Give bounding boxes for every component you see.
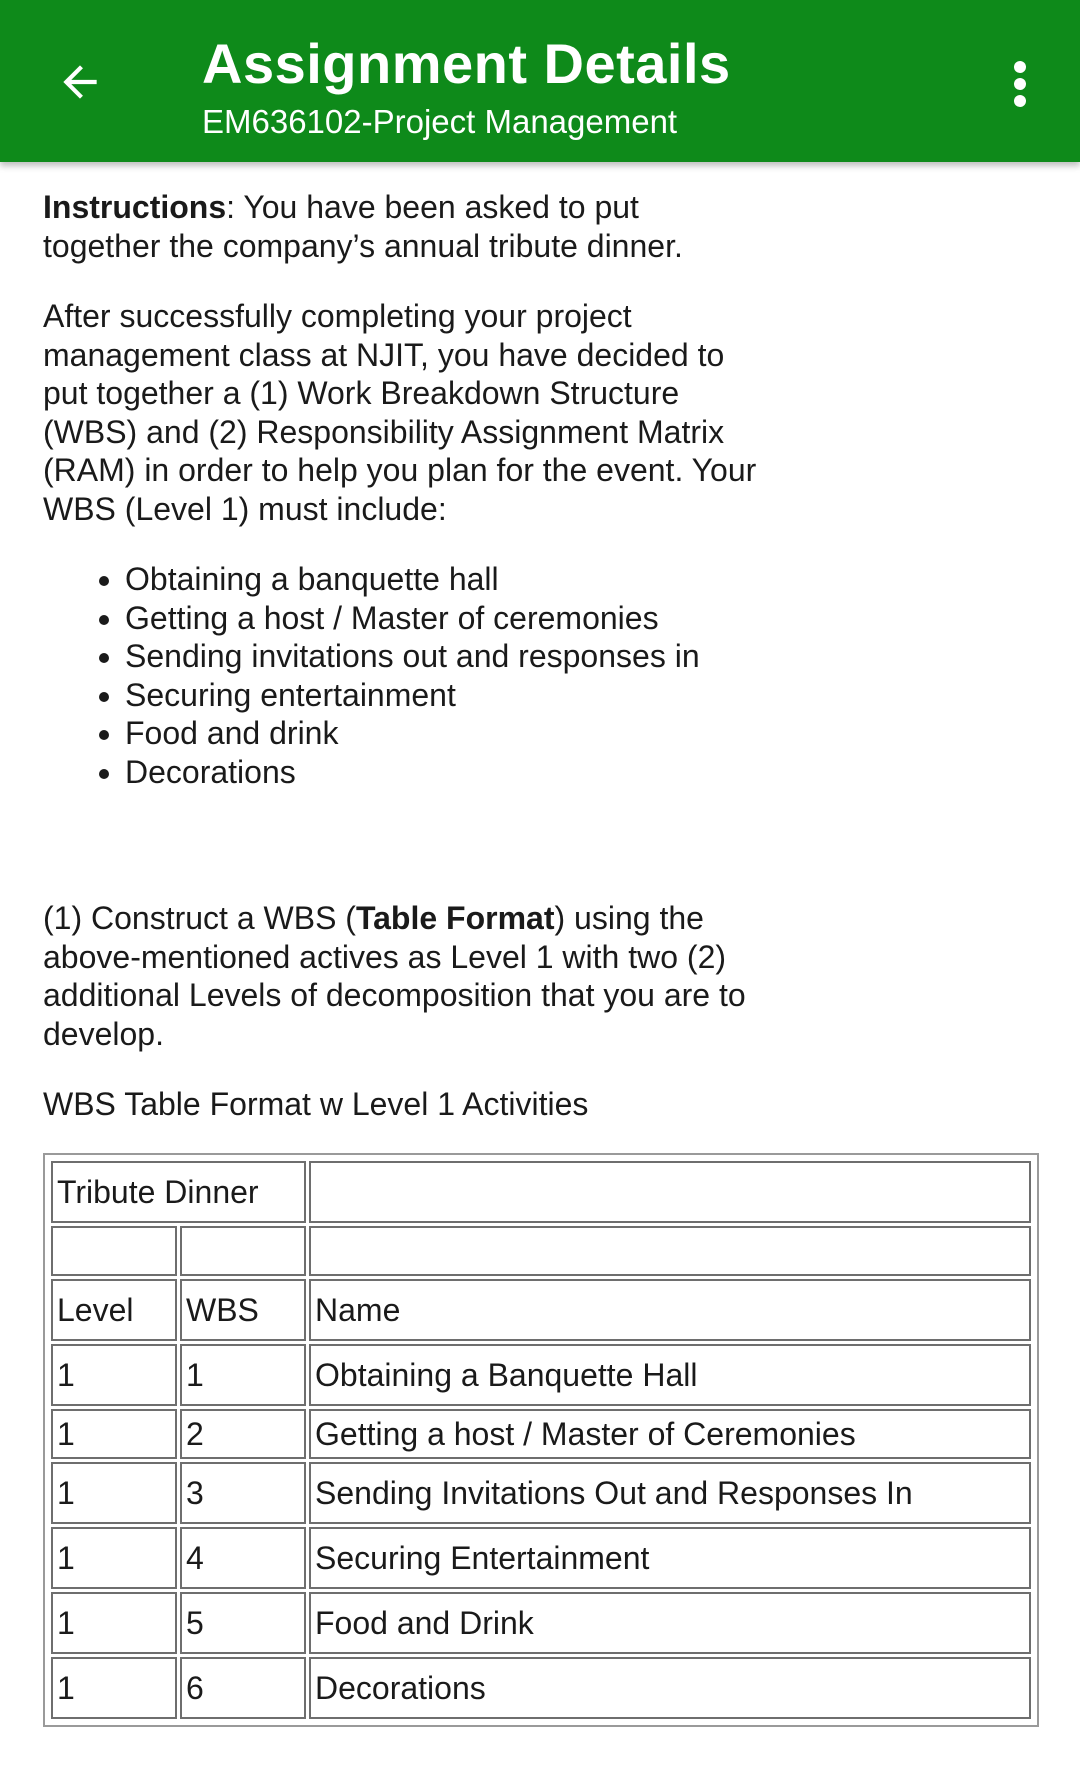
- course-subtitle: EM636102-Project Management: [202, 103, 678, 140]
- cell-level: 1: [51, 1344, 177, 1406]
- more-vertical-icon: [1012, 59, 1028, 109]
- instructions-text: : You have been asked to put together the company’s annual tribute dinner.: [43, 189, 683, 264]
- cell-name: Securing Entertainment: [309, 1527, 1031, 1589]
- cell-wbs: 1: [180, 1344, 306, 1406]
- table-row: [51, 1657, 1031, 1719]
- list-item: Food and drink: [125, 714, 1043, 753]
- cell-level: 1: [51, 1657, 177, 1719]
- task-prefix: (1) Construct a WBS (: [43, 900, 356, 936]
- cell-level: 1: [51, 1409, 177, 1459]
- instructions-label: Instructions: [43, 189, 227, 225]
- table-header-row: [51, 1279, 1031, 1341]
- table-cell: [51, 1226, 177, 1276]
- table-row: [51, 1344, 1031, 1406]
- list-item: Securing entertainment: [125, 676, 1043, 715]
- table-row: [51, 1592, 1031, 1654]
- level1-bullet-list: [43, 560, 1043, 791]
- list-item: Getting a host / Master of ceremonies: [125, 599, 1043, 638]
- cell-name: Decorations: [309, 1657, 1031, 1719]
- table-title-cell: Tribute Dinner: [51, 1161, 306, 1223]
- table-cell: [180, 1226, 306, 1276]
- context-paragraph: After successfully completing your project management class at NJIT, you have decided to put together a (1) Work Breakdown Structure (WBS) and (2) Responsibility Assignment Matrix (RAM) in order to help you plan for the event. Your WBS (Level 1) must include:: [43, 298, 757, 527]
- arrow-left-icon: [55, 57, 105, 107]
- list-item: Obtaining a banquette hall: [125, 560, 1043, 599]
- header-wbs: WBS: [180, 1279, 306, 1341]
- cell-name: Obtaining a Banquette Hall: [309, 1344, 1031, 1406]
- cell-wbs: 4: [180, 1527, 306, 1589]
- list-item: Decorations: [125, 753, 1043, 792]
- cell-level: 1: [51, 1527, 177, 1589]
- table-empty-row: [51, 1226, 1031, 1276]
- wbs-table-grid: [48, 1158, 1034, 1722]
- cell-wbs: 6: [180, 1657, 306, 1719]
- app-bar: [0, 0, 1080, 162]
- task-paragraph: [43, 899, 763, 1053]
- cell-level: 1: [51, 1592, 177, 1654]
- table-cell: [309, 1161, 1031, 1223]
- table-caption: WBS Table Format w Level 1 Activities: [43, 1086, 589, 1122]
- table-row: [51, 1462, 1031, 1524]
- cell-name: Getting a host / Master of Ceremonies: [309, 1409, 1031, 1459]
- task-suffix: ) using the above-mentioned actives as Level 1 with two (2) additional Levels of decomposition that you are to develop.: [43, 900, 746, 1052]
- cell-wbs: 2: [180, 1409, 306, 1459]
- table-row: [51, 1409, 1031, 1459]
- table-title-row: [51, 1161, 1031, 1223]
- wbs-table: [43, 1153, 1039, 1727]
- header-name: Name: [309, 1279, 1031, 1341]
- table-row: [51, 1527, 1031, 1589]
- title-block: [202, 30, 731, 144]
- list-item: Sending invitations out and responses in: [125, 637, 1043, 676]
- cell-name: Food and Drink: [309, 1592, 1031, 1654]
- table-cell: [309, 1226, 1031, 1276]
- task-bold: Table Format: [355, 900, 555, 936]
- assignment-body: [43, 188, 1043, 1124]
- back-button[interactable]: [38, 40, 122, 124]
- cell-level: 1: [51, 1462, 177, 1524]
- cell-wbs: 5: [180, 1592, 306, 1654]
- header-level: Level: [51, 1279, 177, 1341]
- instructions-paragraph: [43, 188, 763, 265]
- cell-name: Sending Invitations Out and Responses In: [309, 1462, 1031, 1524]
- overflow-menu-button[interactable]: [982, 44, 1058, 124]
- cell-wbs: 3: [180, 1462, 306, 1524]
- page-title: Assignment Details: [202, 32, 731, 95]
